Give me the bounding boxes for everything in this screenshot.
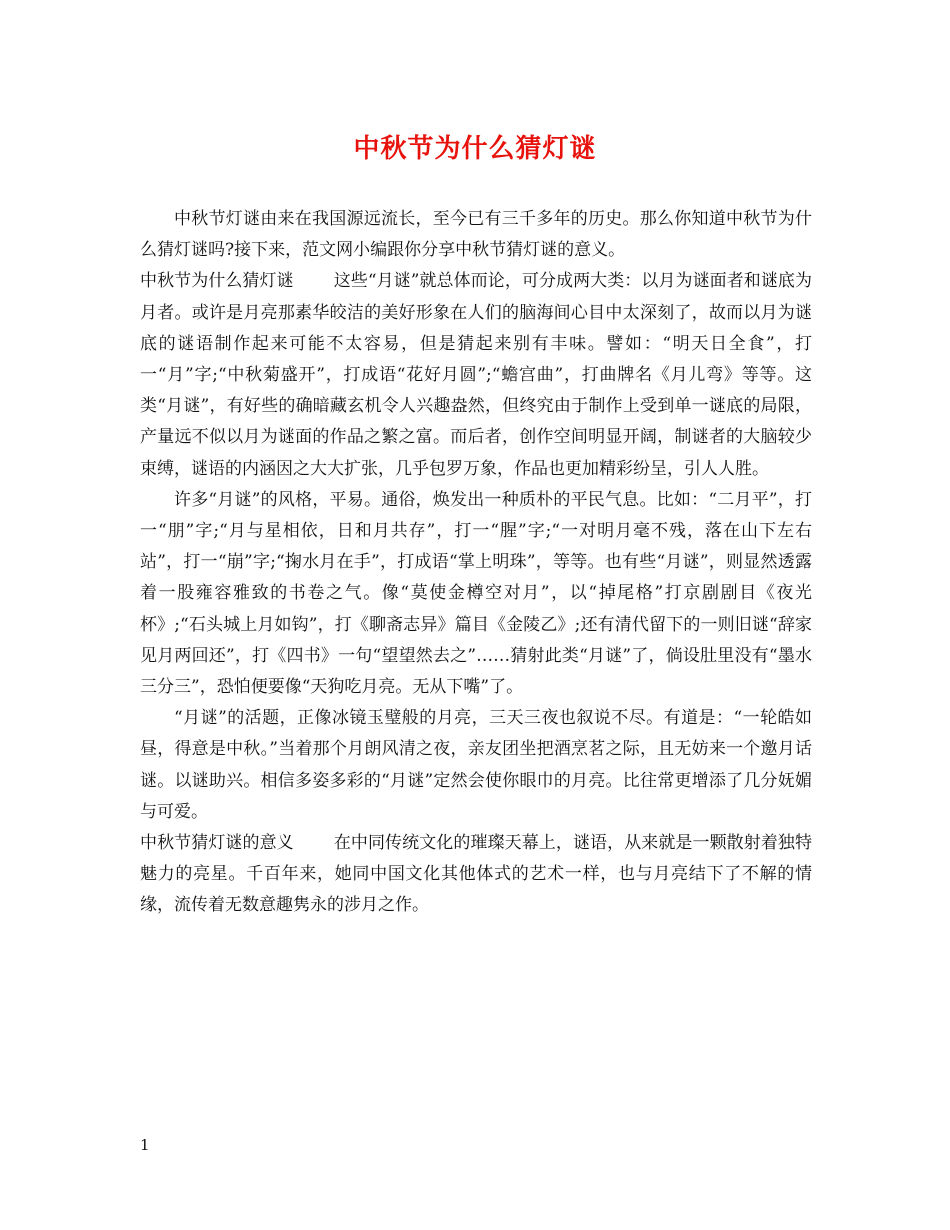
paragraph-section-why — [140, 266, 812, 484]
paragraph-style — [140, 485, 812, 703]
paragraph-text: 许多“月谜”的风格，平易。通俗，焕发出一种质朴的平民气息。比如：“二月平”，打一“朋”字;“月与星相依，日和月共存”，打一“腥”字;“一对明月毫不残，落在山下左右站”，打一“崩”字;“掬水月在手”，打成语“掌上明珠”，等等。也有些“月谜”，则显然透露着一股雍容雅致的书卷之气。像“莫使金樽空对月”，以“掉尾格”打京剧剧目《夜光杯》;“石头城上月如钩”，打《聊斋志异》篇目《金陵乙》;还有清代留下的一则旧谜“辞家见月两回还”，打《四书》一句“望望然去之”……猜射此类“月谜”了，倘设肚里没有“墨水三分三”，恐怕便要像“天狗吃月亮。无从下嘴”了。 — [140, 489, 812, 698]
section-heading-why: 中秋节为什么猜灯谜 — [140, 271, 294, 292]
paragraph-text: “月谜”的活题，正像冰镜玉璧般的月亮，三天三夜也叙说不尽。有道是：“一轮皓如昼，得意是中秋。”当着那个月朗风清之夜，亲友团坐把酒烹茗之际，且无妨来一个邀月话谜。以谜助兴。相信多姿多彩的“月谜”定然会使你眼巾的月亮。比往常更增添了几分妩媚与可爱。 — [140, 708, 812, 822]
paragraph-section-meaning — [140, 828, 812, 922]
paragraph-topic — [140, 703, 812, 828]
paragraph-text: 这些“月谜”就总体而论，可分成两大类：以月为谜面者和谜底为月者。或许是月亮那素华皎洁的美好形象在人们的脑海间心目中太深刻了，故而以月为谜底的谜语制作起来可能不太容易，但是猜起来别有丰味。譬如：“明天日全食”，打一“月”字;“中秋菊盛开”，打成语“花好月圆”;“蟾宫曲”，打曲牌名《月儿弯》等等。这类“月谜”，有好些的确暗藏玄机令人兴趣盎然，但终究由于制作上受到单一谜底的局限，产量远不似以月为谜面的作品之繁之富。而后者，创作空间明显开阔，制谜者的大脑较少束缚，谜语的内涵因之大大扩张，几乎包罗万象，作品也更加精彩纷呈，引人人胜。 — [140, 271, 812, 479]
paragraph-text: 在中同传统文化的璀璨天幕上，谜语，从来就是一颗散射着独特魅力的亮星。千百年来，她同中国文化其他体式的艺术一样，也与月亮结下了不解的情缘，流传着无数意趣隽永的涉月之作。 — [140, 833, 813, 916]
page-number: 1 — [140, 1136, 150, 1154]
section-heading-meaning: 中秋节猜灯谜的意义 — [140, 833, 294, 854]
document-body — [140, 204, 812, 922]
paragraph-intro — [140, 204, 812, 266]
page-title: 中秋节为什么猜灯谜 — [353, 134, 597, 164]
paragraph-text: 中秋节灯谜由来在我国源远流长，至今已有三千多年的历史。那么你知道中秋节为什么猜灯谜吗?接下来，范文网小编跟你分享中秋节猜灯谜的意义。 — [140, 209, 812, 261]
